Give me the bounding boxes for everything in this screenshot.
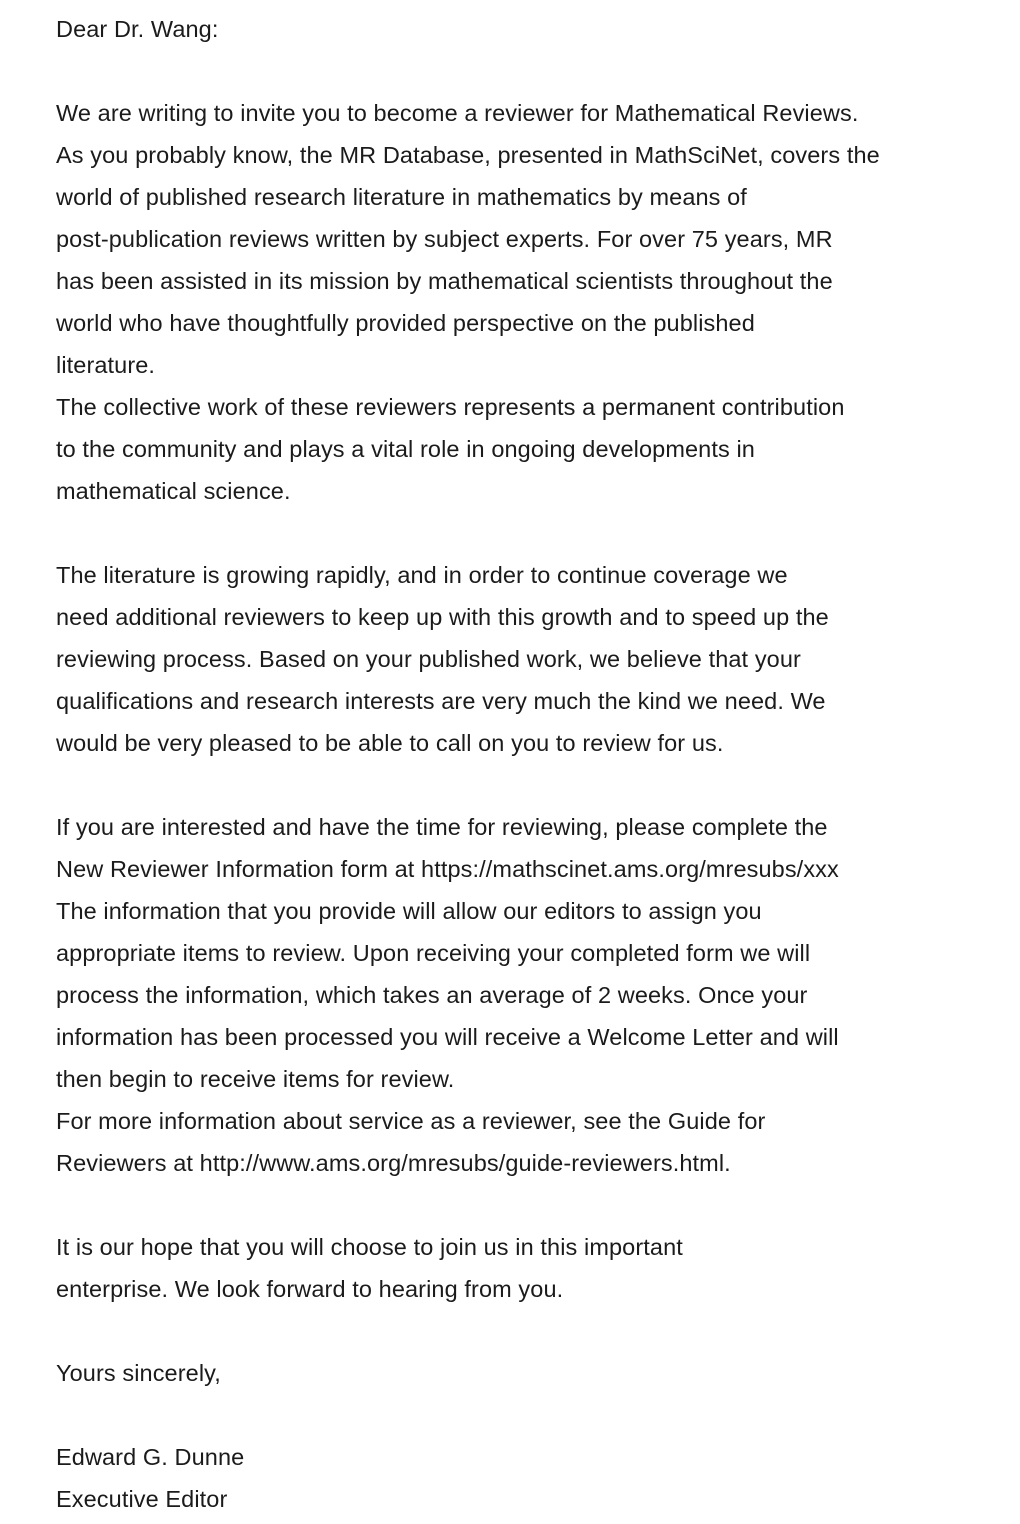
- text-line: The collective work of these reviewers represents a permanent contribution: [56, 394, 845, 420]
- text-line: It is our hope that you will choose to join us in this important: [56, 1234, 683, 1260]
- text-line: world who have thoughtfully provided perspective on the published: [56, 310, 755, 336]
- closing: Yours sincerely,: [56, 1360, 221, 1386]
- paragraph-spacer: [56, 764, 996, 806]
- text-line: As you probably know, the MR Database, presented in MathSciNet, covers the: [56, 142, 880, 168]
- paragraph-growth: [56, 554, 996, 764]
- text-line: has been assisted in its mission by mathematical scientists throughout the: [56, 268, 833, 294]
- text-line: The literature is growing rapidly, and in order to continue coverage we: [56, 562, 788, 588]
- paragraph-invitation: [56, 92, 996, 512]
- text-line: New Reviewer Information form at https://mathscinet.ams.org/mresubs/xxx: [56, 856, 839, 882]
- text-line: then begin to receive items for review.: [56, 1066, 455, 1092]
- text-line: literature.: [56, 352, 156, 378]
- text-line: would be very pleased to be able to call on you to review for us.: [56, 730, 724, 756]
- paragraph-instructions: [56, 806, 996, 1184]
- signature-name: Edward G. Dunne: [56, 1444, 245, 1470]
- text-line: mathematical science.: [56, 478, 291, 504]
- text-line: enterprise. We look forward to hearing from you.: [56, 1276, 564, 1302]
- text-line: For more information about service as a reviewer, see the Guide for: [56, 1108, 766, 1134]
- text-line: appropriate items to review. Upon receiving your completed form we will: [56, 940, 811, 966]
- text-line: Reviewers at http://www.ams.org/mresubs/guide-reviewers.html.: [56, 1150, 731, 1176]
- text-line: post-publication reviews written by subject experts. For over 75 years, MR: [56, 226, 833, 252]
- text-line: to the community and plays a vital role in ongoing developments in: [56, 436, 755, 462]
- text-line: world of published research literature in mathematics by means of: [56, 184, 747, 210]
- signature-title: Executive Editor: [56, 1486, 228, 1512]
- paragraph-hope: [56, 1226, 996, 1310]
- paragraph-spacer: [56, 1184, 996, 1226]
- salutation: Dear Dr. Wang:: [56, 16, 219, 42]
- text-line: process the information, which takes an average of 2 weeks. Once your: [56, 982, 808, 1008]
- paragraph-spacer: [56, 512, 996, 554]
- paragraph-spacer: [56, 50, 996, 92]
- text-line: The information that you provide will allow our editors to assign you: [56, 898, 762, 924]
- paragraph-spacer: [56, 1394, 996, 1436]
- text-line: If you are interested and have the time for reviewing, please complete the: [56, 814, 828, 840]
- text-line: reviewing process. Based on your published work, we believe that your: [56, 646, 801, 672]
- paragraph-spacer: [56, 1310, 996, 1352]
- text-line: need additional reviewers to keep up with this growth and to speed up the: [56, 604, 829, 630]
- letter-body: [56, 8, 996, 1520]
- text-line: information has been processed you will receive a Welcome Letter and will: [56, 1024, 839, 1050]
- text-line: qualifications and research interests are very much the kind we need. We: [56, 688, 826, 714]
- text-line: We are writing to invite you to become a reviewer for Mathematical Reviews.: [56, 100, 859, 126]
